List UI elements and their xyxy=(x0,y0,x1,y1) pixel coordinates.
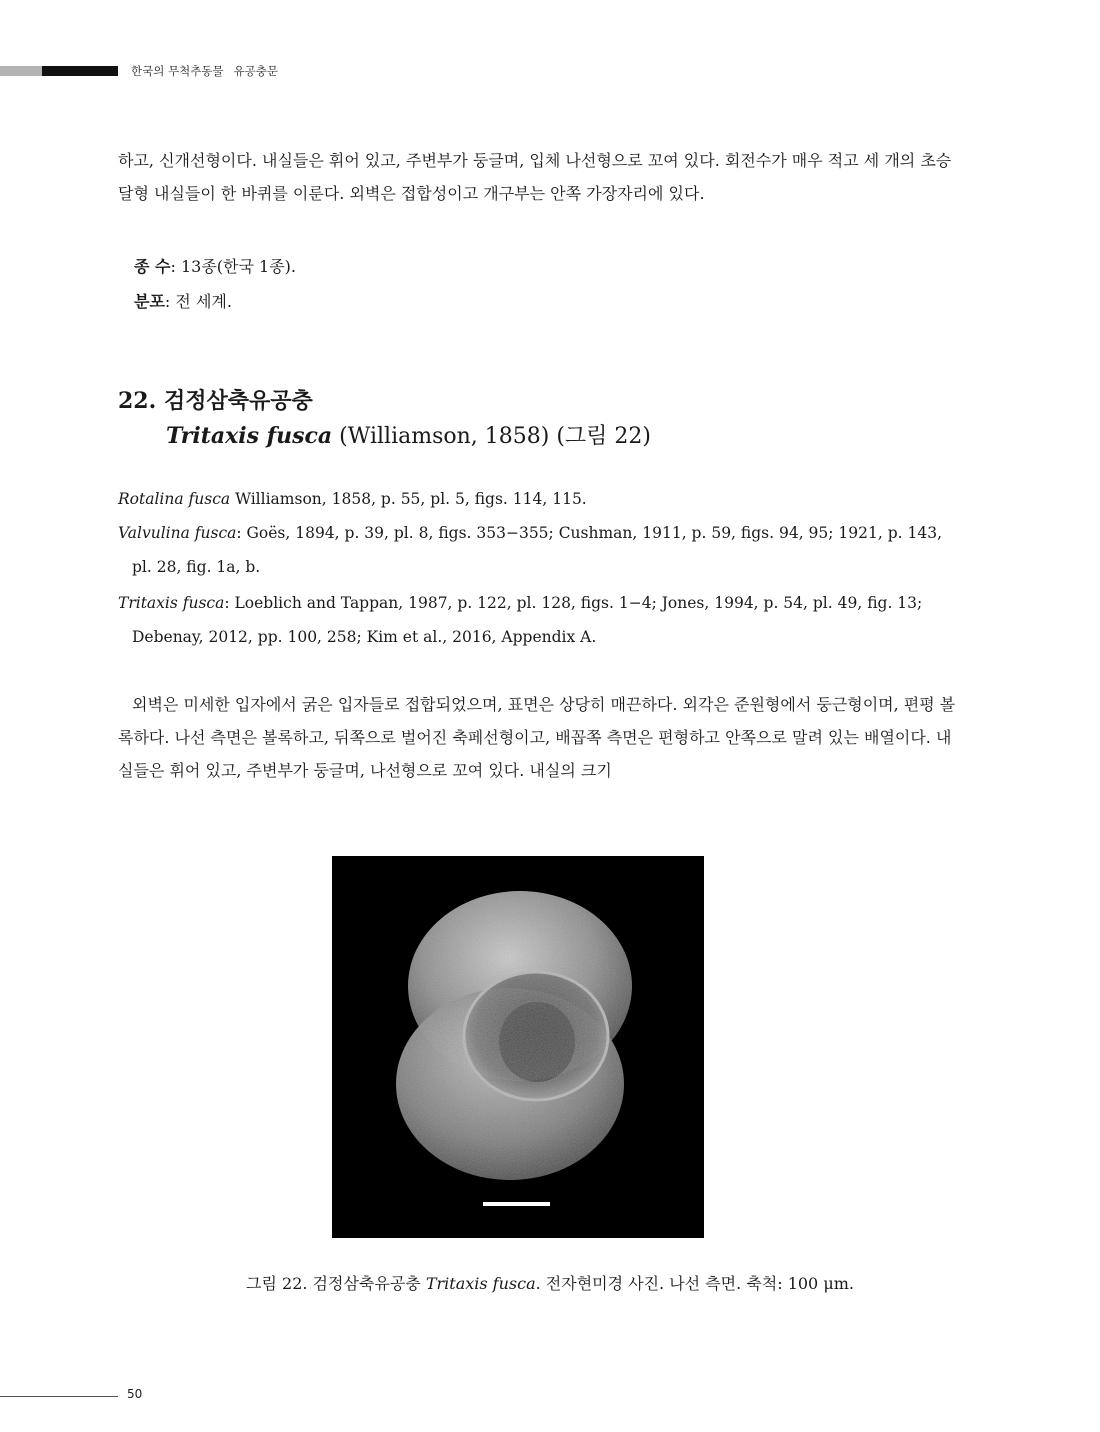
synonym-citation: : Loeblich and Tappan, 1987, p. 122, pl. 128, figs. 1−4; Jones, 1994, p. 54, pl. 49, fig. 13; Debenay, 2012, pp. 100, 258; Kim et al., 2016, Appendix A. xyxy=(132,594,923,646)
distribution-label: 분포 xyxy=(134,292,165,311)
section-number: 22. xyxy=(118,388,157,414)
page-number: 50 xyxy=(127,1387,143,1401)
figure-reference: (그림 22) xyxy=(549,424,651,449)
distribution xyxy=(134,291,232,313)
synonym-citation: Williamson, 1858, p. 55, pl. 5, figs. 114, 115. xyxy=(230,490,587,508)
scientific-name: Tritaxis fusca xyxy=(166,423,333,449)
species-count-value: : 13종(한국 1종). xyxy=(170,257,296,276)
surface-texture xyxy=(396,891,632,1180)
caption-prefix: 그림 22. 검정삼축유공충 xyxy=(246,1274,426,1293)
synonymy-entry xyxy=(118,482,966,516)
species-count xyxy=(134,256,296,278)
volume-title: 유공충문 xyxy=(233,64,278,78)
synonymy-entry xyxy=(118,516,966,584)
synonym-citation: : Goës, 1894, p. 39, pl. 8, figs. 353−355; Cushman, 1911, p. 59, figs. 94, 95; 1921, p. 143, pl. 28, fig. 1a, b. xyxy=(132,524,943,576)
description-paragraph: 외벽은 미세한 입자에서 굵은 입자들로 접합되었으며, 표면은 상당히 매끈하다. 외각은 준원형에서 둥근형이며, 편평 볼록하다. 나선 측면은 볼록하고, 뒤쪽으로 벌어진 축페선형이고, 배꼽쪽 측면은 편형하고 안쪽으로 말려 있는 배열이다. 내실들은 휘어 있고, 주변부가 둥글며, 나선형으로 꼬여 있다. 내실의 크기 xyxy=(118,695,956,780)
scale-bar xyxy=(483,1202,550,1206)
caption-suffix: . 전자현미경 사진. 나선 측면. 축척: 100 μm. xyxy=(535,1274,854,1293)
caption-species: Tritaxis fusca xyxy=(425,1274,536,1293)
synonym-taxon: Valvulina fusca xyxy=(118,524,237,542)
running-header xyxy=(131,63,278,79)
synonymy-entry xyxy=(118,586,966,654)
section-subheading xyxy=(166,419,651,450)
authority: (Williamson, 1858) xyxy=(332,424,550,449)
book-title: 한국의 무척추동물 xyxy=(131,64,224,78)
foraminifera-specimen-image xyxy=(332,856,704,1238)
header-bar-black xyxy=(42,66,118,76)
intro-paragraph: 하고, 신개선형이다. 내실들은 휘어 있고, 주변부가 둥글며, 입체 나선형으로 꼬여 있다. 회전수가 매우 적고 세 개의 초승달형 내실들이 한 바퀴를 이룬다. 외벽은 접합성이고 개구부는 안쪽 가장자리에 있다. xyxy=(118,151,952,203)
korean-species-name: 검정삼축유공충 xyxy=(164,388,313,414)
species-count-label: 종 수 xyxy=(134,257,171,276)
footer-rule xyxy=(0,1396,118,1397)
synonym-taxon: Rotalina fusca xyxy=(118,490,231,508)
distribution-value: : 전 세계. xyxy=(164,292,232,311)
header-bar-gray xyxy=(0,66,42,76)
section-heading xyxy=(118,384,313,415)
synonym-taxon: Tritaxis fusca xyxy=(118,594,225,612)
figure-caption xyxy=(0,1273,1100,1295)
sem-photograph xyxy=(332,856,704,1238)
